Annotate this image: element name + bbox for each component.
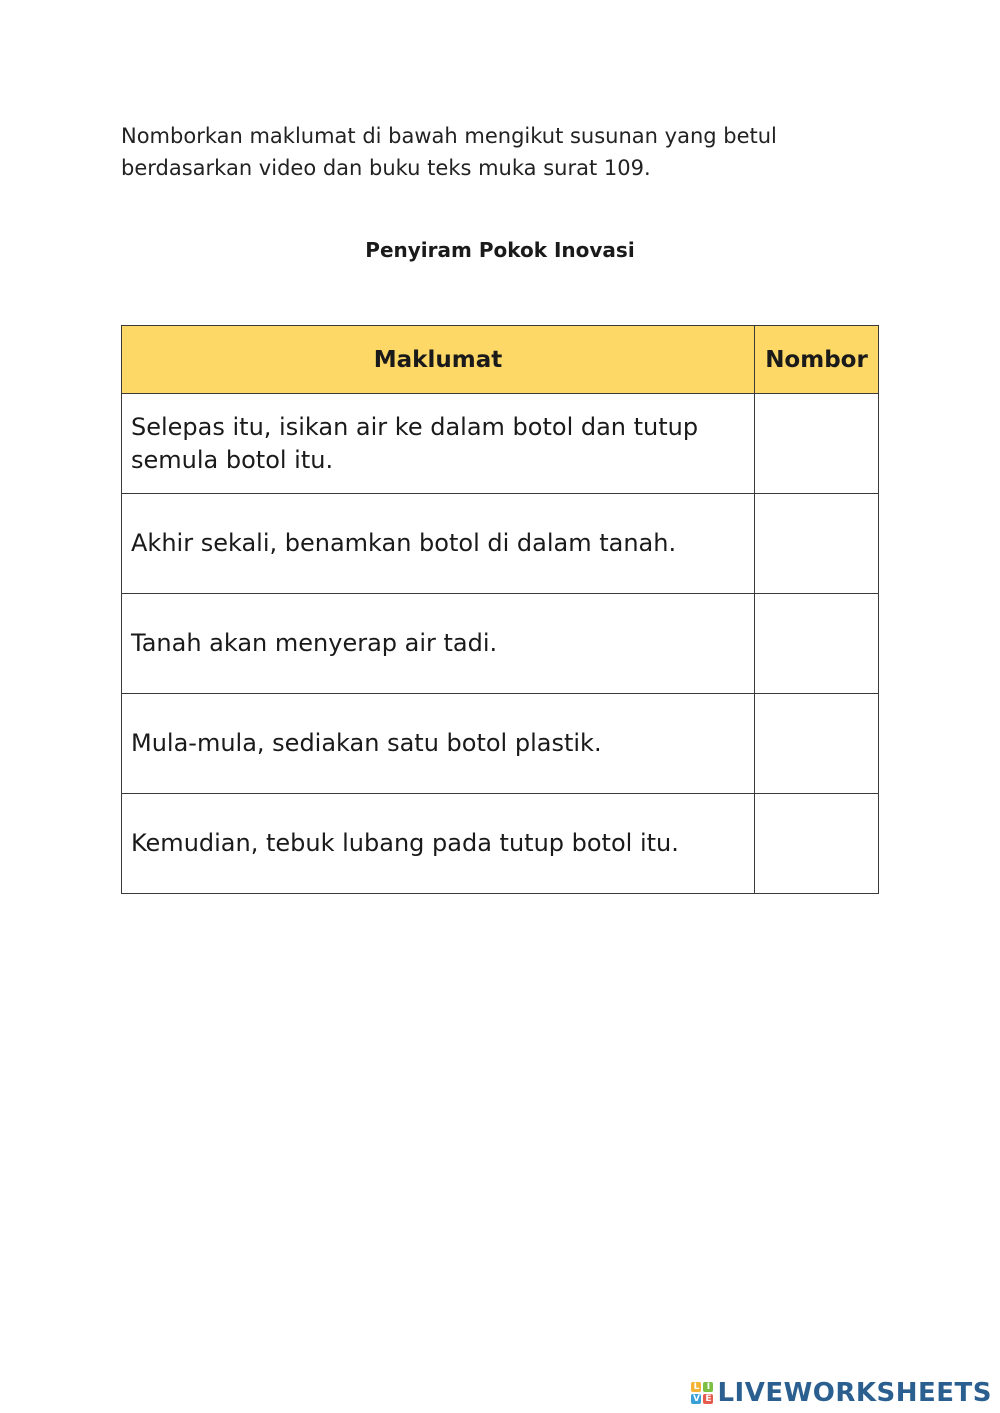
row-4-statement: Mula-mula, sediakan satu botol plastik. — [122, 694, 755, 794]
row-5-statement: Kemudian, tebuk lubang pada tutup botol itu. — [122, 794, 755, 894]
row-3-answer-cell[interactable] — [755, 594, 879, 694]
logo-letter-e: E — [705, 1394, 712, 1404]
worksheet-title: Penyiram Pokok Inovasi — [365, 238, 635, 262]
instruction-text — [121, 120, 861, 184]
ordering-table — [121, 325, 879, 894]
row-1-answer-cell[interactable] — [755, 394, 879, 494]
table-row — [122, 794, 879, 894]
row-5-answer-cell[interactable] — [755, 794, 879, 894]
row-4-answer-input[interactable] — [755, 694, 878, 793]
table-row — [122, 594, 879, 694]
table-header-row — [122, 326, 879, 394]
logo-letter-i: I — [703, 1382, 713, 1392]
brand-name: LIVEWORKSHEETS — [717, 1378, 992, 1408]
header-maklumat: Maklumat — [122, 326, 755, 394]
table-row — [122, 394, 879, 494]
logo-letter-v: V — [692, 1394, 700, 1404]
table-row — [122, 694, 879, 794]
row-5-answer-input[interactable] — [755, 794, 878, 893]
instruction-line-1: Nomborkan maklumat di bawah mengikut susunan yang betul — [121, 124, 777, 148]
row-2-answer-input[interactable] — [755, 494, 878, 593]
row-2-answer-cell[interactable] — [755, 494, 879, 594]
header-nombor: Nombor — [755, 326, 879, 394]
row-3-answer-input[interactable] — [755, 594, 878, 693]
row-1-statement: Selepas itu, isikan air ke dalam botol dan tutup semula botol itu. — [122, 394, 755, 494]
instruction-line-2: berdasarkan video dan buku teks muka surat 109. — [121, 156, 651, 180]
row-2-statement: Akhir sekali, benamkan botol di dalam tanah. — [122, 494, 755, 594]
liveworksheets-brand[interactable] — [691, 1374, 992, 1412]
liveworksheets-logo-icon — [691, 1382, 713, 1404]
row-4-answer-cell[interactable] — [755, 694, 879, 794]
table-row — [122, 494, 879, 594]
row-3-statement: Tanah akan menyerap air tadi. — [122, 594, 755, 694]
row-1-answer-input[interactable] — [755, 394, 878, 493]
logo-letter-l: L — [691, 1382, 701, 1392]
